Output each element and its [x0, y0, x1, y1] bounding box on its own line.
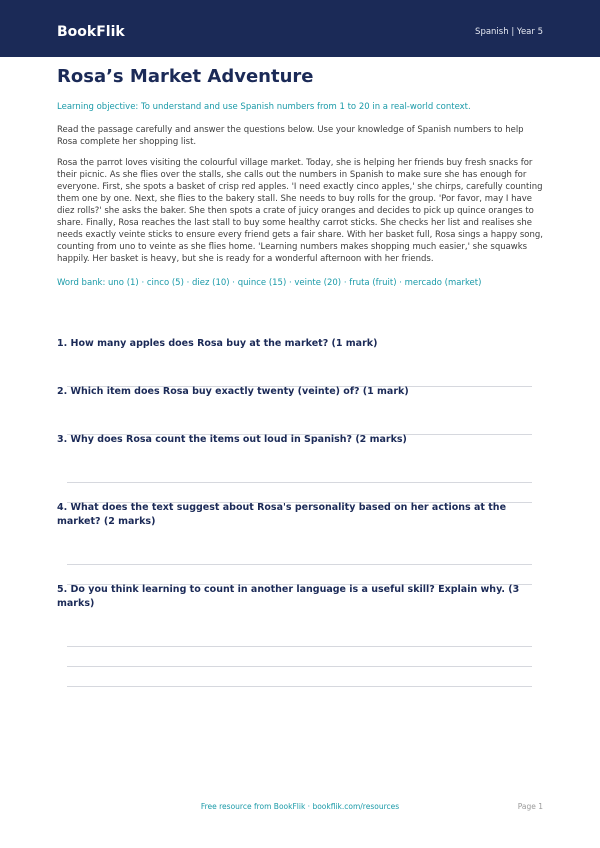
- instructions: Read the passage carefully and answer the questions below. Use your knowledge of Spanish numbers to help Rosa complete her shopping list.: [57, 125, 524, 147]
- page-header: [0, 0, 600, 57]
- answer-line[interactable]: [67, 482, 532, 483]
- question-3: 3. Why does Rosa count the items out loud in Spanish? (2 marks): [57, 434, 407, 445]
- answer-line[interactable]: [67, 666, 532, 667]
- question-4: 4. What does the text suggest about Rosa's personality based on her actions at the market? (2 marks): [57, 502, 507, 527]
- question-2: 2. Which item does Rosa buy exactly twenty (veinte) of? (1 mark): [57, 386, 409, 397]
- question-5: 5. Do you think learning to count in another language is a useful skill? Explain why. (3 marks): [57, 584, 520, 609]
- answer-line[interactable]: [67, 686, 532, 687]
- learning-objective: Learning objective: To understand and use Spanish numbers from 1 to 20 in a real-world context.: [57, 102, 471, 112]
- page-title: Rosa’s Market Adventure: [57, 66, 314, 87]
- brand-logo: BookFlik: [57, 24, 125, 40]
- footer-credit: Free resource from BookFlik · bookflik.com/resources: [200, 802, 400, 811]
- worksheet-body: [57, 66, 543, 289]
- answer-line[interactable]: [67, 646, 532, 647]
- word-bank: Word bank: uno (1) · cinco (5) · diez (10) · quince (15) · veinte (20) · fruta (fruit) · mercado (market): [57, 278, 482, 288]
- answer-line[interactable]: [67, 564, 532, 565]
- subject-label: Spanish | Year 5: [475, 27, 543, 37]
- page-number: Page 1: [517, 802, 543, 811]
- question-1: 1. How many apples does Rosa buy at the market? (1 mark): [57, 338, 378, 349]
- reading-passage: Rosa the parrot loves visiting the colourful village market. Today, she is helping her friends buy fresh snacks for their picnic. As she flies over the stalls, she calls out the numbers in Spanish to make sure she has enough for everyone. First, she spots a basket of crisp red apples. 'I need exactly cinco apples,' she chirps, carefully counting them one by one. Next, she flies to the bakery stall. She needs to buy rolls for the group. 'Por favor, may I have diez rolls?' she asks the baker. She then spots a crate of juicy oranges and decides to pick up quince oranges to share. Finally, Rosa reaches the last stall to buy some healthy carrot sticks. She checks her list and realises she needs exactly veinte sticks to ensure every friend gets a fair share. With her basket full, Rosa sings a happy song, counting from uno to veinte as she flies home. 'Learning numbers makes shopping much easier,' she squawks happily. Her basket is heavy, but she is ready for a wonderful afternoon with her friends.: [57, 158, 543, 264]
